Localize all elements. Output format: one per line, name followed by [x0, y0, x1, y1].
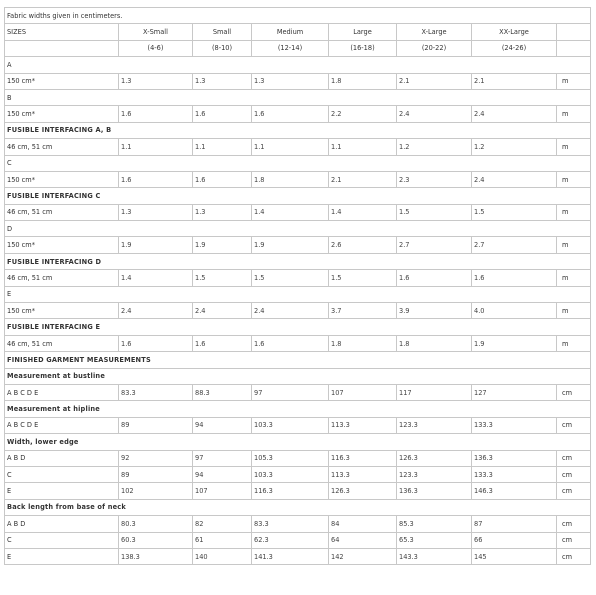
- section-heading-row: [5, 401, 591, 417]
- section-heading-row: [5, 368, 591, 384]
- size-header-medium: [252, 24, 329, 40]
- size-chart: [4, 7, 590, 565]
- table-row: [5, 450, 591, 466]
- view-label-row: [5, 286, 591, 302]
- value-cell: 1.6: [119, 171, 193, 187]
- view-label-row: [5, 221, 591, 237]
- unit-cell: m: [557, 270, 591, 286]
- value-cell: 1.9: [193, 237, 252, 253]
- size-header-large: [329, 24, 397, 40]
- section-heading: Measurement at bustline: [5, 368, 591, 384]
- size-name: XX-Large: [499, 28, 529, 37]
- value-cell: 87: [472, 516, 557, 532]
- value-cell: 138.3: [119, 548, 193, 564]
- value-cell: 83.3: [252, 516, 329, 532]
- value-cell: 1.3: [193, 73, 252, 89]
- value-cell: 143.3: [397, 548, 472, 564]
- row-label: 150 cm*: [5, 303, 119, 319]
- size-name: Small: [212, 28, 232, 37]
- value-cell: 1.5: [397, 204, 472, 220]
- value-cell: 1.3: [119, 204, 193, 220]
- value-cell: 107: [329, 384, 397, 400]
- value-cell: 2.1: [329, 171, 397, 187]
- value-cell: 1.9: [252, 237, 329, 253]
- value-cell: 133.3: [472, 466, 557, 482]
- value-cell: 66: [472, 532, 557, 548]
- section-heading: Back length from base of neck: [5, 499, 591, 515]
- view-label-row: [5, 57, 591, 73]
- value-cell: 1.1: [119, 139, 193, 155]
- size-name: Large: [353, 28, 372, 37]
- section-heading: Width, lower edge: [5, 434, 591, 450]
- value-cell: 1.6: [397, 270, 472, 286]
- header-row: [5, 24, 591, 40]
- value-cell: 61: [193, 532, 252, 548]
- unit-cell: m: [557, 106, 591, 122]
- value-cell: 97: [252, 384, 329, 400]
- value-cell: 62.3: [252, 532, 329, 548]
- table-row: [5, 73, 591, 89]
- value-cell: 1.1: [193, 139, 252, 155]
- value-cell: 123.3: [397, 466, 472, 482]
- unit-cell: m: [557, 139, 591, 155]
- section-heading-row: [5, 352, 591, 368]
- value-cell: 2.7: [472, 237, 557, 253]
- value-cell: 1.5: [329, 270, 397, 286]
- value-cell: 80.3: [119, 516, 193, 532]
- value-cell: 133.3: [472, 417, 557, 433]
- row-label: A B C D E: [5, 417, 119, 433]
- value-cell: 64: [329, 532, 397, 548]
- fabric-width-caption: Fabric widths given in centimeters.: [5, 8, 591, 24]
- table-row: [5, 335, 591, 351]
- view-label-row: [5, 89, 591, 105]
- row-label: C: [5, 532, 119, 548]
- section-heading: FUSIBLE INTERFACING A, B: [5, 122, 591, 138]
- value-cell: 141.3: [252, 548, 329, 564]
- value-cell: 1.4: [329, 204, 397, 220]
- value-cell: 1.9: [472, 335, 557, 351]
- value-cell: 2.4: [119, 303, 193, 319]
- table-row: [5, 171, 591, 187]
- value-cell: 2.2: [329, 106, 397, 122]
- row-label: A B D: [5, 516, 119, 532]
- table-row: [5, 106, 591, 122]
- section-heading: Measurement at hipline: [5, 401, 591, 417]
- value-cell: 142: [329, 548, 397, 564]
- view-label: B: [5, 89, 591, 105]
- value-cell: 2.4: [252, 303, 329, 319]
- value-cell: 2.7: [397, 237, 472, 253]
- size-table: [4, 7, 591, 565]
- value-cell: 1.1: [329, 139, 397, 155]
- unit-cell: cm: [557, 516, 591, 532]
- row-label: 46 cm, 51 cm: [5, 204, 119, 220]
- value-cell: 1.6: [119, 106, 193, 122]
- sizes-label: SIZES: [5, 24, 119, 40]
- size-range-xxlarge: (24-26): [472, 40, 557, 56]
- view-label-row: [5, 155, 591, 171]
- section-heading-row: [5, 499, 591, 515]
- size-range-small: (8-10): [193, 40, 252, 56]
- value-cell: 1.8: [329, 73, 397, 89]
- value-cell: 127: [472, 384, 557, 400]
- value-cell: 136.3: [472, 450, 557, 466]
- size-range-large: (16-18): [329, 40, 397, 56]
- size-header-xlarge: [397, 24, 472, 40]
- size-header-small: [193, 24, 252, 40]
- value-cell: 116.3: [329, 450, 397, 466]
- value-cell: 2.4: [472, 171, 557, 187]
- unit-cell: cm: [557, 417, 591, 433]
- value-cell: 97: [193, 450, 252, 466]
- unit-cell: cm: [557, 483, 591, 499]
- value-cell: 1.3: [252, 73, 329, 89]
- row-label: 46 cm, 51 cm: [5, 139, 119, 155]
- value-cell: 3.9: [397, 303, 472, 319]
- value-cell: 146.3: [472, 483, 557, 499]
- table-row: [5, 516, 591, 532]
- value-cell: 1.6: [193, 171, 252, 187]
- row-label: 46 cm, 51 cm: [5, 270, 119, 286]
- value-cell: 113.3: [329, 466, 397, 482]
- value-cell: 1.3: [193, 204, 252, 220]
- section-heading-row: [5, 253, 591, 269]
- unit-cell: cm: [557, 548, 591, 564]
- caption-row: [5, 8, 591, 24]
- value-cell: 107: [193, 483, 252, 499]
- row-label: A B D: [5, 450, 119, 466]
- section-heading-row: [5, 319, 591, 335]
- unit-cell: cm: [557, 384, 591, 400]
- view-label: E: [5, 286, 591, 302]
- size-name: X-Large: [421, 28, 447, 37]
- value-cell: 113.3: [329, 417, 397, 433]
- value-cell: 1.6: [193, 106, 252, 122]
- value-cell: 126.3: [397, 450, 472, 466]
- value-cell: 1.4: [119, 270, 193, 286]
- value-cell: 82: [193, 516, 252, 532]
- value-cell: 1.8: [252, 171, 329, 187]
- size-name: X-Small: [143, 28, 168, 37]
- value-cell: 85.3: [397, 516, 472, 532]
- value-cell: 88.3: [193, 384, 252, 400]
- value-cell: 1.3: [119, 73, 193, 89]
- value-cell: 145: [472, 548, 557, 564]
- header-range-spacer: [5, 40, 119, 56]
- row-label: 150 cm*: [5, 171, 119, 187]
- unit-cell: m: [557, 204, 591, 220]
- value-cell: 117: [397, 384, 472, 400]
- table-row: [5, 466, 591, 482]
- value-cell: 103.3: [252, 417, 329, 433]
- value-cell: 94: [193, 417, 252, 433]
- row-label: 150 cm*: [5, 237, 119, 253]
- value-cell: 2.4: [397, 106, 472, 122]
- value-cell: 1.6: [119, 335, 193, 351]
- value-cell: 1.6: [252, 335, 329, 351]
- section-heading-row: [5, 434, 591, 450]
- row-label: C: [5, 466, 119, 482]
- unit-range-spacer: [557, 40, 591, 56]
- value-cell: 3.7: [329, 303, 397, 319]
- value-cell: 2.1: [472, 73, 557, 89]
- value-cell: 1.8: [329, 335, 397, 351]
- value-cell: 1.4: [252, 204, 329, 220]
- size-name: Medium: [276, 28, 304, 37]
- row-label: E: [5, 483, 119, 499]
- section-heading-row: [5, 188, 591, 204]
- unit-cell: cm: [557, 450, 591, 466]
- table-row: [5, 270, 591, 286]
- value-cell: 1.5: [472, 204, 557, 220]
- section-heading: FUSIBLE INTERFACING E: [5, 319, 591, 335]
- value-cell: 1.6: [472, 270, 557, 286]
- unit-cell: cm: [557, 466, 591, 482]
- table-row: [5, 237, 591, 253]
- unit-header: [557, 24, 591, 40]
- value-cell: 116.3: [252, 483, 329, 499]
- section-heading-row: [5, 122, 591, 138]
- row-label: 150 cm*: [5, 73, 119, 89]
- value-cell: 1.6: [252, 106, 329, 122]
- value-cell: 60.3: [119, 532, 193, 548]
- value-cell: 92: [119, 450, 193, 466]
- size-header-xxlarge: [472, 24, 557, 40]
- size-header-xsmall: [119, 24, 193, 40]
- value-cell: 84: [329, 516, 397, 532]
- unit-cell: m: [557, 237, 591, 253]
- value-cell: 83.3: [119, 384, 193, 400]
- value-cell: 136.3: [397, 483, 472, 499]
- unit-cell: m: [557, 73, 591, 89]
- value-cell: 102: [119, 483, 193, 499]
- value-cell: 2.6: [329, 237, 397, 253]
- unit-cell: cm: [557, 532, 591, 548]
- size-range-xsmall: (4-6): [119, 40, 193, 56]
- value-cell: 140: [193, 548, 252, 564]
- table-row: [5, 548, 591, 564]
- value-cell: 2.3: [397, 171, 472, 187]
- value-cell: 4.0: [472, 303, 557, 319]
- value-cell: 89: [119, 466, 193, 482]
- table-row: [5, 139, 591, 155]
- table-row: [5, 417, 591, 433]
- value-cell: 1.9: [119, 237, 193, 253]
- value-cell: 2.1: [397, 73, 472, 89]
- size-range-xlarge: (20-22): [397, 40, 472, 56]
- value-cell: 89: [119, 417, 193, 433]
- unit-cell: m: [557, 171, 591, 187]
- value-cell: 1.5: [193, 270, 252, 286]
- section-heading: FUSIBLE INTERFACING D: [5, 253, 591, 269]
- unit-cell: m: [557, 303, 591, 319]
- value-cell: 105.3: [252, 450, 329, 466]
- value-cell: 1.8: [397, 335, 472, 351]
- value-cell: 1.1: [252, 139, 329, 155]
- value-cell: 94: [193, 466, 252, 482]
- section-heading: FUSIBLE INTERFACING C: [5, 188, 591, 204]
- value-cell: 2.4: [472, 106, 557, 122]
- value-cell: 1.6: [193, 335, 252, 351]
- table-row: [5, 303, 591, 319]
- value-cell: 1.2: [472, 139, 557, 155]
- row-label: 46 cm, 51 cm: [5, 335, 119, 351]
- row-label: A B C D E: [5, 384, 119, 400]
- table-row: [5, 204, 591, 220]
- value-cell: 65.3: [397, 532, 472, 548]
- value-cell: 126.3: [329, 483, 397, 499]
- header-range-row: [5, 40, 591, 56]
- unit-cell: m: [557, 335, 591, 351]
- section-heading: FINISHED GARMENT MEASUREMENTS: [5, 352, 591, 368]
- size-range-medium: (12-14): [252, 40, 329, 56]
- table-row: [5, 384, 591, 400]
- view-label: C: [5, 155, 591, 171]
- value-cell: 1.5: [252, 270, 329, 286]
- value-cell: 123.3: [397, 417, 472, 433]
- value-cell: 1.2: [397, 139, 472, 155]
- view-label: D: [5, 221, 591, 237]
- table-row: [5, 483, 591, 499]
- row-label: 150 cm*: [5, 106, 119, 122]
- value-cell: 2.4: [193, 303, 252, 319]
- table-row: [5, 532, 591, 548]
- view-label: A: [5, 57, 591, 73]
- value-cell: 103.3: [252, 466, 329, 482]
- row-label: E: [5, 548, 119, 564]
